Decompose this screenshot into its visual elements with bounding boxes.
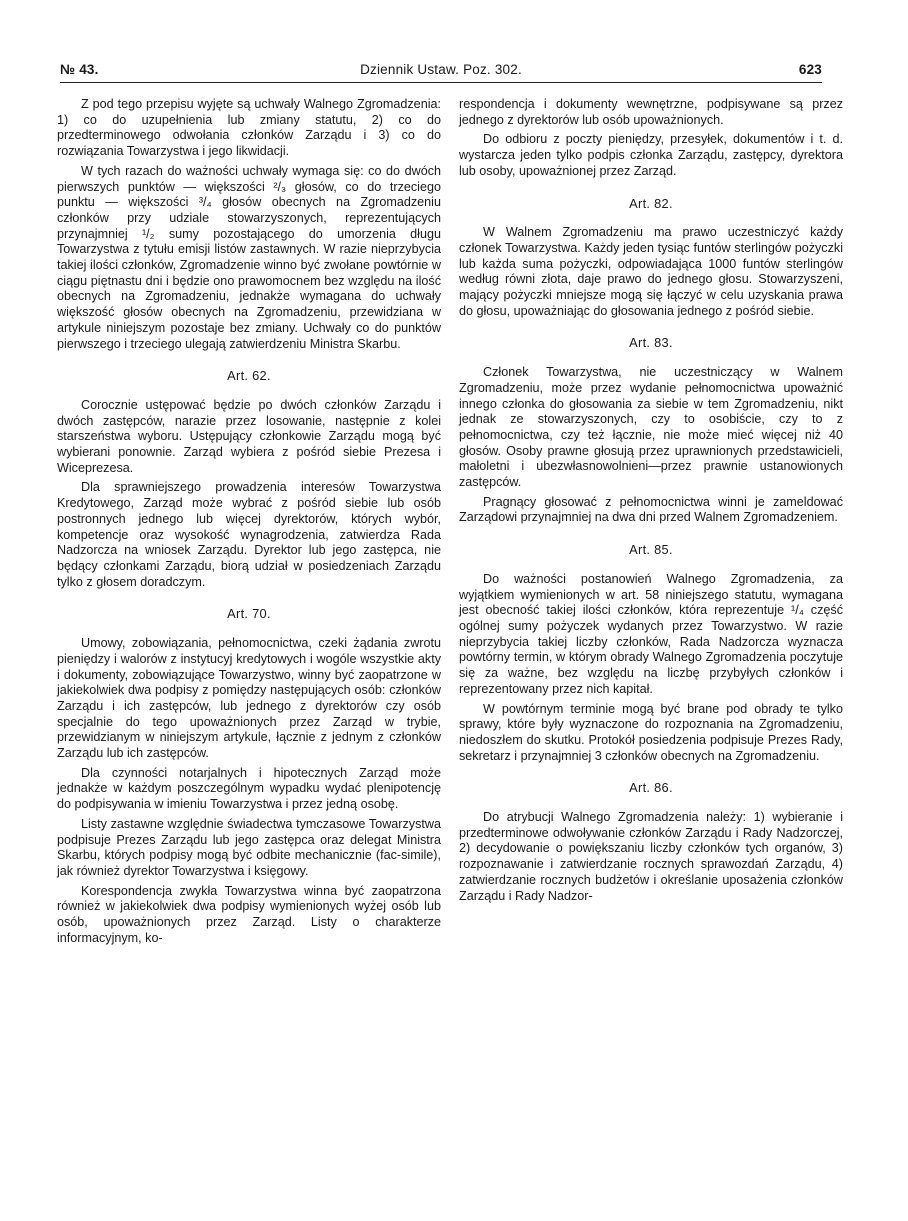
issue-number: № 43. [60, 62, 99, 77]
left-column [57, 97, 441, 950]
paragraph: Do odbioru z poczty pieniędzy, przesyłek, dokumentów i t. d. wystarcza jeden tylko podpis członka Zarządu, zastępcy, dyrektora lub osoby, upoważnionej przez Zarząd. [459, 132, 843, 178]
paragraph: Do ważności postanowień Walnego Zgromadzenia, za wyjątkiem wymienionych w art. 58 niniejszego statutu, wymagana jest obecność takiej ilości członków, która reprezentuje ¹/₄ część ogólnej sumy pożyczek wydanych przez Towarzystwo. W razie nieprzybycia takiej liczby członków, Rada Nadzorcza wyznacza powtórny termin, w którym obrady Walnego Zgromadzenia poczytuje się za ważne, bez względu na liczbę przybyłych członków i reprezentowany przez nich kapitał. [459, 571, 843, 696]
paragraph: Z pod tego przepisu wyjęte są uchwały Walnego Zgromadzenia: 1) co do uzupełnienia lub zmiany statutu, 2) co do przedterminowego odwołania członków Zarządu i 3) co do rozwiązania Towarzystwa i jego likwidacji. [57, 97, 441, 159]
article-heading: Art. 83. [629, 335, 673, 351]
paragraph: Pragnący głosować z pełnomocnictwa winni je zameldować Zarządowi przynajmniej na dwa dni przed Walnem Zgromadzeniem. [459, 494, 843, 525]
paragraph: Listy zastawne względnie świadectwa tymczasowe Towarzystwa podpisuje Prezes Zarządu lub jego zastępca oraz delegat Ministra Skarbu, których podpisy mogą być odbite mechanicznie (fac-simile), jak również dyrektor Towarzystwa i księgowy. [57, 816, 441, 878]
paragraph: W Walnem Zgromadzeniu ma prawo uczestniczyć każdy członek Towarzystwa. Każdy jeden tysiąc funtów sterlingów pożyczki lub każda suma pożyczki, odpowiadająca 1000 funtów sterlingów według równi złota, daje prawo do jednego głosu. Stowarzyszeni, mający pożyczki mniejsze mogą się łączyć w celu uzyskania prawa do głosu, upoważniając do głosowania jednego z pośród siebie. [459, 225, 843, 318]
article-heading: Art. 85. [629, 542, 673, 558]
article-heading: Art. 62. [227, 368, 271, 384]
article-heading: Art. 70. [227, 606, 271, 622]
paragraph: Korespondencja zwykła Towarzystwa winna być zaopatrzona również w jakiekolwiek dwa podpisy wymienionych wyżej osób lub osób, upoważnionych przez Zarząd. Listy o charakterze informacyjnym, ko- [57, 883, 441, 945]
journal-title: Dziennik Ustaw. Poz. 302. [360, 62, 522, 77]
paragraph: Umowy, zobowiązania, pełnomocnictwa, czeki żądania zwrotu pieniędzy i walorów z instytucyj kredytowych i wogóle wszystkie akty i dokumenty, zobowiązujące Towarzystwo, winny być zaopatrzone w jakiekolwiek dwa podpisy z pomiędzy następujących osób: członków Zarządu i ich zastępców, lub jednego z dyrektorów czy osób specjalnie do tego upoważnionych przez Zarząd w trybie, przewidzianym w niniejszym artykule, łącznie z jednym z członków Zarządu lub ich zastępców. [57, 636, 441, 761]
paragraph: W tych razach do ważności uchwały wymaga się: co do dwóch pierwszych punktów — większości ²/₃ głosów, co do trzeciego punktu — większości ³/₄ głosów obecnych na Zgromadzeniu członków przy udziale stowarzyszonych, reprezentujących przynajmniej ¹/₂ sumy pozostającego do umorzenia długu Towarzystwa z tytułu emisji listów zastawnych. W razie nieprzybycia takiej ilości członków, Zgromadzenie winno być zwołane powtórnie w ciągu piętnastu dni i będzie ono prawomocnem bez względu na ilość obecnych na Zgromadzeniu, jednakże wymagana do uchwały większość głosów obecnych na Zgromadzeniu, przewidziana w artykule niniejszym pozostaje bez zmiany. Uchwały co do punktów pierwszego i trzeciego ulegają zatwierdzeniu Ministra Skarbu. [57, 163, 441, 351]
page-number: 623 [798, 62, 822, 77]
article-heading: Art. 82. [629, 195, 673, 211]
paragraph: Dla sprawniejszego prowadzenia interesów Towarzystwa Kredytowego, Zarząd może wybrać z pośród siebie lub osób postronnych jednego lub więcej dyrektorów, których wybór, kompetencje oraz wysokość wynagrodzenia, zatwierdza Rada Nadzorcza na wniosek Zarządu. Dyrektor lub jego zastępca, nie będący członkami Zarządu, biorą udział w posiedzeniach Zarządu tylko z głosem doradczym. [57, 480, 441, 589]
header-rule [60, 82, 822, 83]
right-column [459, 97, 843, 908]
paragraph: Do atrybucji Walnego Zgromadzenia należy: 1) wybieranie i przedterminowe odwoływanie członków Zarządu i Rady Nadzorczej, 2) decydowanie o powiększaniu liczby członków tych organów, 3) rozpoznawanie i zatwierdzanie rocznych sprawozdań Zarządu, 4) zatwierdzanie rocznych budżetów i określanie uposażenia członków Zarządu i Rady Nadzor- [459, 810, 843, 903]
paragraph: respondencja i dokumenty wewnętrzne, podpisywane są przez jednego z dyrektorów lub osób upoważnionych. [459, 97, 843, 127]
paragraph: W powtórnym terminie mogą być brane pod obrady te tylko sprawy, które były wyznaczone do rozpoznania na Zgromadzeniu, niedoszłem do skutku. Protokół posiedzenia podpisuje Prezes Rady, sekretarz i przynajmniej 3 członków obecnych na Zgromadzeniu. [459, 701, 843, 763]
page-header [60, 62, 822, 82]
paragraph: Corocznie ustępować będzie po dwóch członków Zarządu i dwóch zastępców, narazie przez losowanie, następnie z kolei starszeństwa wyboru. Ustępujący członkowie Zarządu mogą być wybierani ponownie. Zarząd wybiera z pośród siebie Prezesa i Wiceprezesa. [57, 397, 441, 475]
article-heading: Art. 86. [629, 780, 673, 796]
paragraph: Członek Towarzystwa, nie uczestniczący w Walnem Zgromadzeniu, może przez wydanie pełnomocnictwa upoważnić innego członka do głosowania za siebie w tem Zgromadzeniu, nikt jednak ze stowarzyszonych, czy to osobiście, czy to z pełnomocnictwa, czy też łącznie, nie może mieć więcej niż 40 głosów. Osoby prawne głosują przez uprawnionych przedstawicieli, małoletni i ubezwłasnowolnieni—przez prawnie ustanowionych zastępców. [459, 365, 843, 490]
paragraph: Dla czynności notarjalnych i hipotecznych Zarząd może jednakże w każdym poszczególnym wypadku wydać plenipotencję do podpisywania w imieniu Towarzystwa i przez jedną osobę. [57, 765, 441, 812]
